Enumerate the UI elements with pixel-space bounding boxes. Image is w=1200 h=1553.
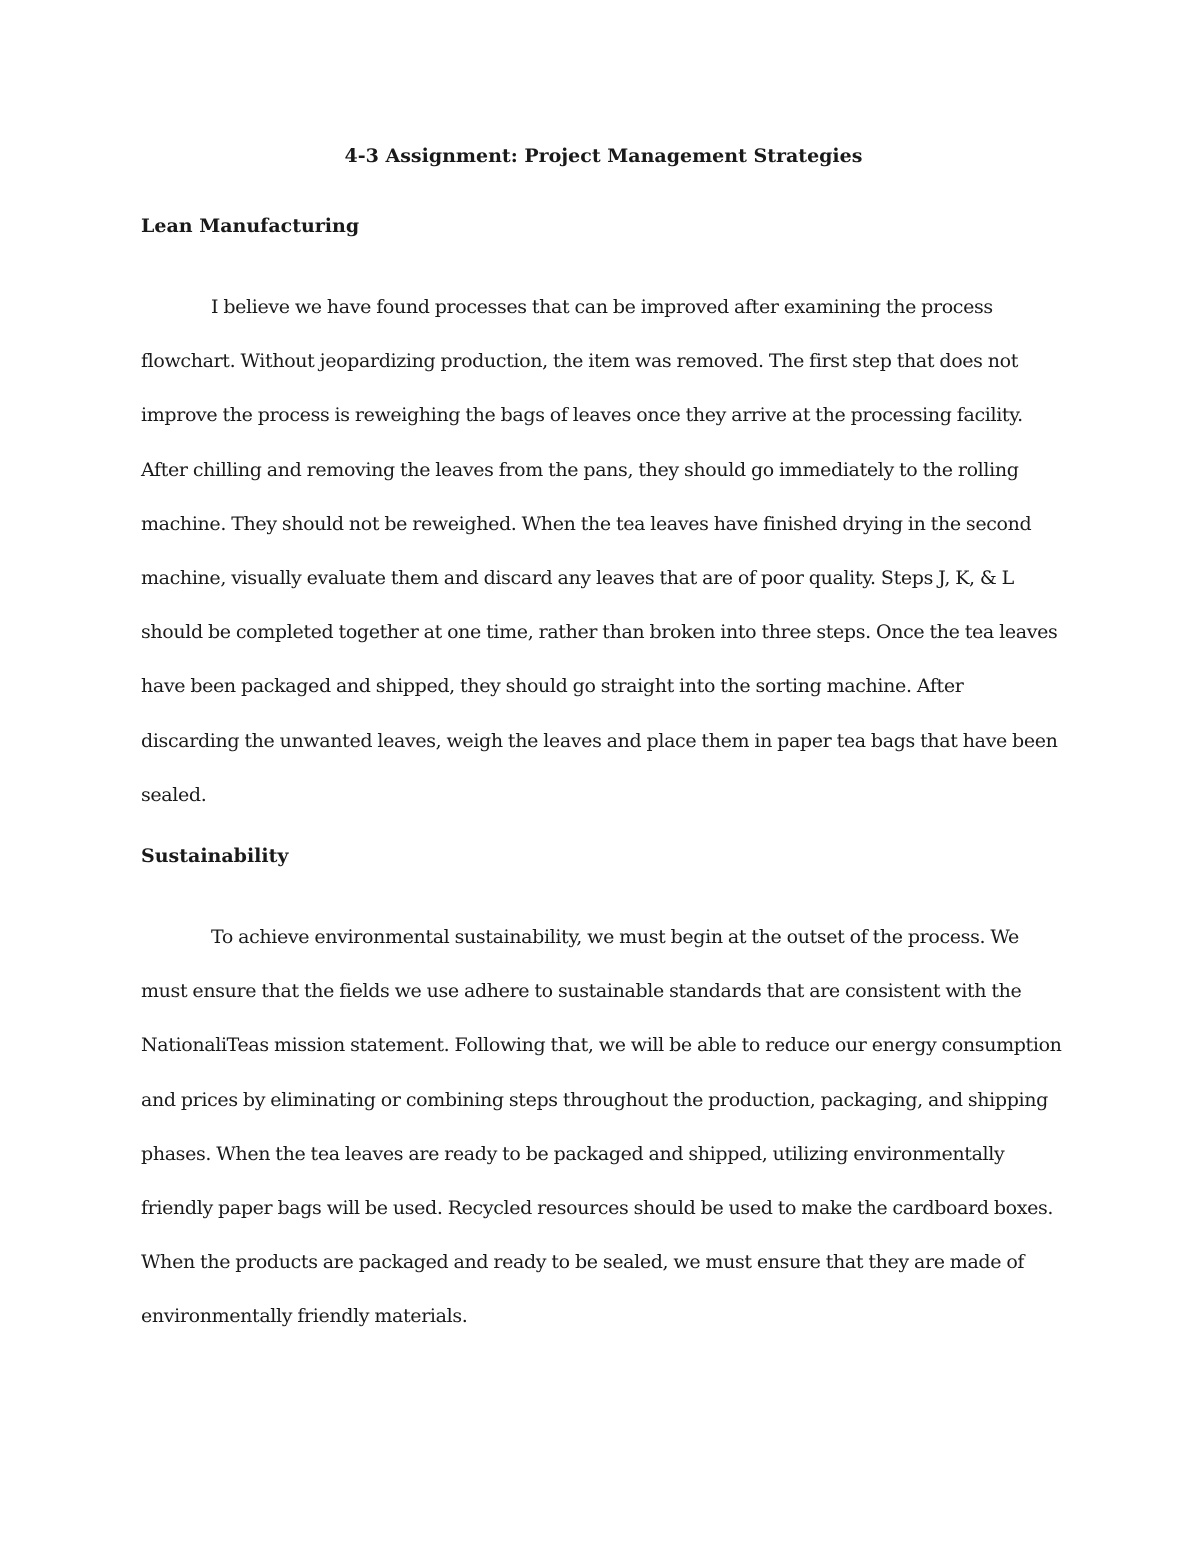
document-title: 4-3 Assignment: Project Management Strategies [344,145,863,167]
section-lean-manufacturing [141,210,1066,822]
section-sustainability [141,840,1066,1344]
section-heading-lean-manufacturing: Lean Manufacturing [141,215,360,237]
paragraph-lean-manufacturing: I believe we have found processes that can be improved after examining the process flowchart. Without jeopardizing production, the item was removed. The first step that does not improve the process is reweighing the bags of leaves once they arrive at the processing facility. After chilling and removing the leaves from the pans, they should go immediately to the rolling machine. They should not be reweighed. When the tea leaves have finished drying in the second machine, visually evaluate them and discard any leaves that are of poor quality. Steps J, K, & L should be completed together at one time, rather than broken into three steps. Once the tea leaves have been packaged and shipped, they should go straight into the sorting machine. After discarding the unwanted leaves, weigh the leaves and place them in paper tea bags that have been sealed. [141,296,1058,806]
document-page [141,140,1066,1362]
section-heading-sustainability: Sustainability [141,845,289,868]
paragraph-sustainability: To achieve environmental sustainability, we must begin at the outset of the process. We must ensure that the fields we use adhere to sustainable standards that are consistent with the NationaliTeas mission statement. Following that, we will be able to reduce our energy consumption and prices by eliminating or combining steps throughout the production, packaging, and shipping phases. When the tea leaves are ready to be packaged and shipped, utilizing environmentally friendly paper bags will be used. Recycled resources should be used to make the cardboard boxes. When the products are packaged and ready to be sealed, we must ensure that they are made of environmentally friendly materials. [141,926,1062,1328]
